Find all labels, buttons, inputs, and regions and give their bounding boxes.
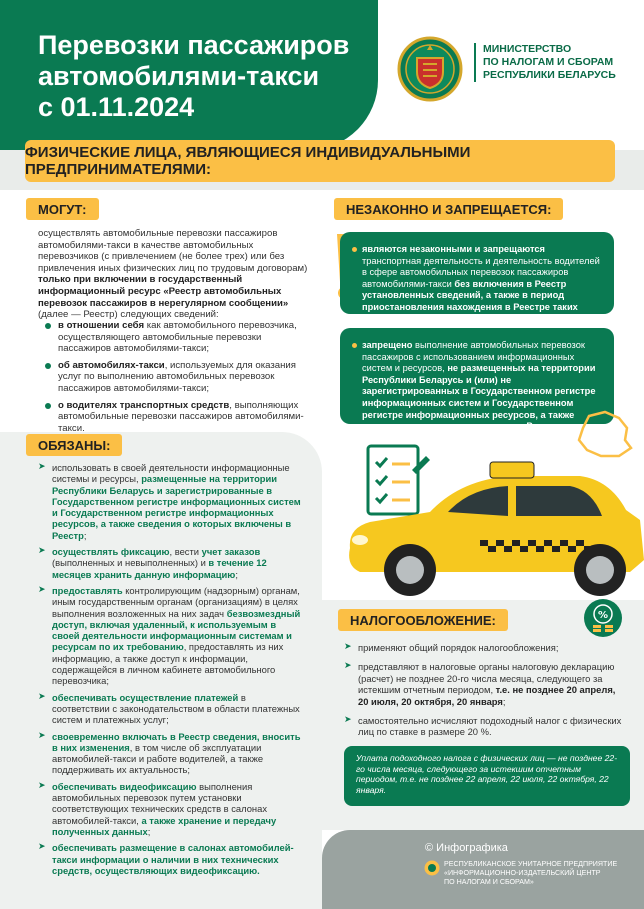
item-text: ; bbox=[502, 695, 506, 707]
item-bold: о водителях транспортных средств bbox=[58, 399, 230, 411]
list-item bbox=[38, 692, 306, 726]
item-highlight: осуществлять фиксацию bbox=[52, 546, 170, 558]
ministry-line-3: РЕСПУБЛИКИ БЕЛАРУСЬ bbox=[483, 69, 616, 81]
taxation-list bbox=[344, 642, 628, 743]
page-title bbox=[38, 30, 349, 123]
item-text: в соответствии с законодательством в области платежных систем и платежных услуг; bbox=[52, 691, 300, 726]
item-text: , в том числе об эксплуатации автомобилей-такси и работе водителей, а также поддерживать их актуальность; bbox=[52, 741, 264, 776]
list-item bbox=[38, 781, 306, 837]
list-item bbox=[344, 661, 628, 707]
obyazany-label: ОБЯЗАНЫ: bbox=[26, 434, 122, 456]
publisher-line-2: «ИНФОРМАЦИОННО-ИЗДАТЕЛЬСКИЙ ЦЕНТР bbox=[444, 869, 601, 877]
item-highlight: обеспечивать осуществление платежей bbox=[52, 691, 239, 703]
list-item bbox=[344, 715, 628, 738]
item-text: (выполненных и невыполненных) и bbox=[52, 557, 209, 569]
item-highlight: в течение 12 месяцев хранить данную информацию bbox=[52, 557, 267, 580]
tax-label: НАЛОГООБЛОЖЕНИЕ: bbox=[338, 609, 508, 631]
item-text: контролирующим (надзорным) органам, иным государственным органам (организациям) в целях выполнения возложенных на них задач bbox=[52, 584, 300, 619]
mogut-intro-tail: (далее — Реестр) следующих сведений: bbox=[38, 309, 219, 321]
list-item bbox=[44, 320, 306, 355]
item-text: ; bbox=[83, 529, 87, 541]
item-highlight: размещенные на территории Республики Беларусь и зарегистрированные в Государственном регистре информационных систем и Государственном регистре информационных ресурсов, а также сведения о которых включены в Реестр bbox=[52, 473, 301, 541]
item-text: ; bbox=[147, 825, 151, 837]
illegal-1-text: транспортная деятельность и деятельность водителей в сфере автомобильных перевозок пассажиров автомобилями-такси bbox=[362, 255, 600, 289]
infographic-credit: © Инфографика bbox=[425, 842, 508, 854]
publisher-logo-icon bbox=[424, 860, 440, 876]
item-text: , предоставлять из них информацию, а также доступ к информации, содержащейся в личном кабинете автомобильного перевозчика; bbox=[52, 641, 284, 687]
mogut-intro-bold: только при включении в государственный информационный ресурс «Реестр автомобильных перевозок пассажиров в нерегулярном сообщении» bbox=[38, 274, 289, 309]
list-item bbox=[44, 360, 306, 395]
mogut-intro-text: осуществлять автомобильные перевозки пассажиров автомобилями-такси в качестве автомобильных перевозчиков (с привлечением (не более трех) или без привлечения иных физических лиц по трудовым договорам) bbox=[38, 228, 308, 274]
tax-payment-note: Уплата подоходного налога с физических лиц — не позднее 22-го числа месяца, следующего за истекшим отчетным периодом, т.е. не позднее 22 апреля, 22 июля, 22 октября, 22 января. bbox=[344, 746, 630, 806]
list-item bbox=[344, 642, 628, 653]
list-item bbox=[38, 546, 306, 580]
mogut-intro bbox=[38, 228, 308, 321]
mogut-list bbox=[44, 320, 306, 439]
item-highlight: обеспечивать размещение в салонах автомобилей-такси информации о наличии в них технических средств, осуществляющих видеофиксацию. bbox=[52, 842, 294, 876]
illegal-box-1 bbox=[340, 232, 614, 324]
item-text: выполнения автомобильных перевозок путем установки соответствующих технических средств в салонах автомобилей-такси, bbox=[52, 780, 268, 826]
item-highlight: своевременно включать в Реестр сведения, вносить в них изменения bbox=[52, 730, 301, 753]
item-highlight: безвозмездный доступ, включая удаленный, к используемым в своей деятельности информационным системам и ресурсам по их требованию bbox=[52, 607, 301, 653]
item-text: , вести bbox=[169, 546, 202, 558]
subject-banner: ФИЗИЧЕСКИЕ ЛИЦА, ЯВЛЯЮЩИЕСЯ ИНДИВИДУАЛЬНЫМИ ПРЕДПРИНИМАТЕЛЯМИ: bbox=[25, 140, 615, 182]
illegal-1-bold: являются незаконными и запрещаются bbox=[362, 244, 545, 254]
item-text: самостоятельно исчисляют подоходный налог с физических лиц по ставке в размере 20 %. bbox=[358, 715, 622, 738]
illegal-2-bold-tail: не размещенных на территории Республики Беларусь и (или) не зарегистрированных в Государственном регистре информационных систем и Государственном регистре информационных ресурсов, а также сведения о которых отсутствуют в Реестре. bbox=[362, 363, 596, 432]
list-item bbox=[38, 731, 306, 776]
item-bold: в отношении себя bbox=[58, 320, 145, 331]
list-item bbox=[44, 400, 306, 435]
obligations-list bbox=[38, 462, 306, 881]
ministry-name bbox=[474, 43, 616, 82]
illegal-2-text: выполнение автомобильных перевозок пассажиров с использованием информационных систем и ресурсов, bbox=[362, 340, 585, 374]
title-line-2: автомобилями-такси bbox=[38, 61, 320, 91]
ministry-line-2: ПО НАЛОГАМ И СБОРАМ bbox=[483, 56, 614, 68]
illegal-2-bold: запрещено bbox=[362, 340, 413, 350]
title-line-3: с 01.11.2024 bbox=[38, 92, 195, 122]
publisher-line-1: РЕСПУБЛИКАНСКОЕ УНИТАРНОЕ ПРЕДПРИЯТИЕ bbox=[444, 860, 618, 868]
item-text: , используемых для оказания услуг по выполнению автомобильных перевозок пассажиров автомобилями-такси; bbox=[58, 359, 296, 394]
publisher-name bbox=[444, 860, 617, 887]
item-highlight: предоставлять bbox=[52, 584, 123, 596]
list-item bbox=[38, 462, 306, 541]
item-highlight: обеспечивать видеофиксацию bbox=[52, 780, 197, 792]
item-text: ; bbox=[235, 568, 238, 580]
illegal-label: НЕЗАКОННО И ЗАПРЕЩАЕТСЯ: bbox=[334, 198, 563, 220]
taxi-car-illustration bbox=[330, 440, 644, 600]
item-bold: т.е. не позднее 20 апреля, 20 июля, 20 октября, 20 января bbox=[358, 684, 616, 707]
item-text: представляют в налоговые органы налоговую декларацию (расчет) не позднее 20-го числа месяца, следующего за истекшим отчетным периодом, bbox=[358, 661, 615, 696]
ministry-line-1: МИНИСТЕРСТВО bbox=[483, 43, 572, 55]
title-line-1: Перевозки пассажиров bbox=[38, 30, 350, 60]
item-text: как автомобильного перевозчика, осуществляющего автомобильные перевозки пассажиров автомобилями-такси; bbox=[58, 320, 297, 355]
list-item bbox=[38, 842, 306, 876]
item-text: применяют общий порядок налогообложения; bbox=[358, 642, 559, 653]
item-highlight: а также хранение и передачу полученных данных bbox=[52, 814, 277, 837]
mogut-label: МОГУТ: bbox=[26, 198, 99, 220]
list-item bbox=[38, 585, 306, 687]
illegal-box-2 bbox=[340, 328, 614, 432]
item-highlight: учет заказов bbox=[201, 546, 261, 558]
item-bold: об автомобилях-такси bbox=[58, 359, 165, 371]
item-text: использовать в своей деятельности информационные системы и ресурсы, bbox=[52, 462, 290, 485]
percent-coins-icon bbox=[583, 598, 623, 638]
item-text: , выполняющих автомобильные перевозки пассажиров автомобилями-такси. bbox=[58, 399, 304, 434]
publisher-line-3: ПО НАЛОГАМ И СБОРАМ» bbox=[444, 878, 534, 886]
svg-text:%: % bbox=[597, 610, 609, 621]
illegal-1-bold-tail: без включения в Реестр установленных сведений, а также в период приостановления нахождения в Реестре таких сведений; bbox=[362, 278, 578, 324]
ministry-emblem-icon bbox=[397, 36, 463, 102]
